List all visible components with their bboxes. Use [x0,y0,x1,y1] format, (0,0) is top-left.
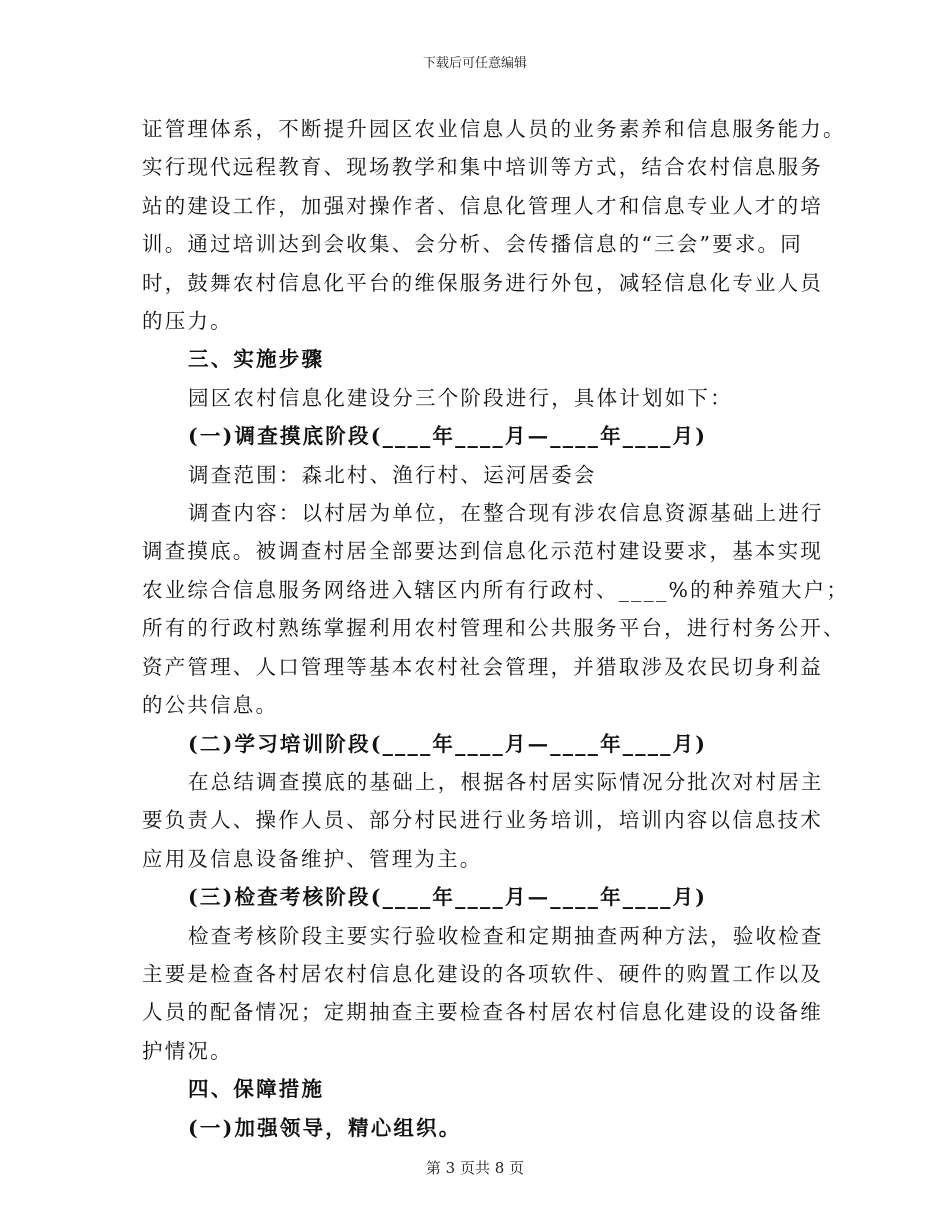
body-text-line: 要负责人、操作人员、部分村民进行业务培训，培训内容以信息技术 [142,808,823,833]
body-text-line: 站的建设工作，加强对操作者、信息化管理人才和信息专业人才的培 [142,193,823,218]
section-heading: (一)调查摸底阶段(____年____月—____年____月) [188,424,708,449]
body-text-line: 人员的配备情况；定期抽查主要检查各村居农村信息化建设的设备维 [142,1000,823,1025]
body-text-line: 主要是检查各村居农村信息化建设的各项软件、硬件的购置工作以及 [142,961,823,986]
body-text-line: 时，鼓舞农村信息化平台的维保服务进行外包，减轻信息化专业人员 [142,270,823,295]
section-heading: 三、实施步骤 [188,347,325,372]
section-heading: (三)检查考核阶段(____年____月—____年____月) [188,885,708,910]
body-text-line: 护情况。 [142,1038,233,1063]
body-text-line: 园区农村信息化建设分三个阶段进行，具体计划如下： [188,385,733,410]
body-text-line: 检查考核阶段主要实行验收检查和定期抽查两种方法，验收检查 [188,923,824,948]
body-text-line: 在总结调查摸底的基础上，根据各村居实际情况分批次对村居主 [188,769,824,794]
body-text-line: 调查内容：以村居为单位，在整合现有涉农信息资源基础上进行 [188,501,824,526]
body-text-line: 训。通过培训达到会收集、会分析、会传播信息的“三会”要求。同 [142,232,803,257]
section-heading: (一)加强领导，精心组织。 [188,1115,462,1140]
page-footer: 第 3 页共 8 页 [425,1159,525,1177]
body-text-line: 农业综合信息服务网络进入辖区内所有行政村、____%的种养殖大户； [142,577,850,602]
body-text-line: 资产管理、人口管理等基本农村社会管理，并猎取涉及农民切身利益 [142,654,823,679]
body-text-line: 调查范围：森北村、渔行村、运河居委会 [188,462,597,487]
body-text-line: 的公共信息。 [142,693,279,718]
body-text-line: 实行现代远程教育、现场教学和集中培训等方式，结合农村信息服务 [142,155,823,180]
body-text-line: 应用及信息设备维护、管理为主。 [142,846,483,871]
page-header: 下载后可任意编辑 [422,56,527,71]
body-text-line: 的压力。 [142,309,233,334]
body-text-line: 所有的行政村熟练掌握利用农村管理和公共服务平台，进行村务公开、 [142,616,846,641]
body-text-line: 调查摸底。被调查村居全部要达到信息化示范村建设要求，基本实现 [142,539,823,564]
body-text-line: 证管理体系，不断提升园区农业信息人员的业务素养和信息服务能力。 [142,117,846,141]
section-heading: (二)学习培训阶段(____年____月—____年____月) [188,731,708,756]
section-heading: 四、保障措施 [188,1077,325,1102]
document-body [142,110,850,1147]
